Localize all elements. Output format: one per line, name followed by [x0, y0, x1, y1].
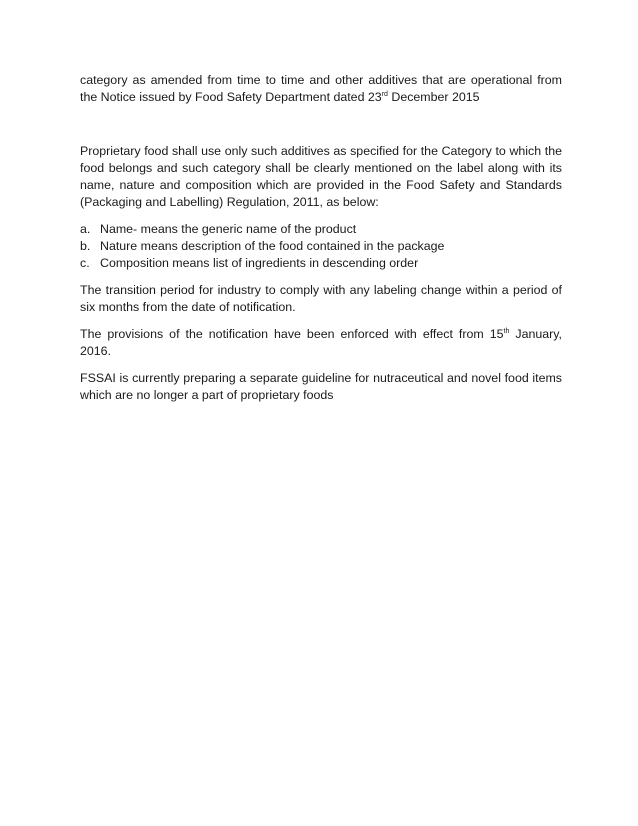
- fssai-paragraph: FSSAI is currently preparing a separate guideline for nutraceutical and novel food items which are no longer a part of proprietary foods: [80, 371, 562, 402]
- list-item-text: Nature means description of the food contained in the package: [100, 239, 445, 253]
- provisions-text: The provisions of the notification have been enforced with effect from 15: [80, 327, 504, 341]
- labeling-list: [80, 221, 562, 272]
- provisions-paragraph: [80, 326, 562, 360]
- list-item-text: Composition means list of ingredients in descending order: [100, 256, 419, 270]
- transition-paragraph: The transition period for industry to comply with any labeling change within a period of six months from the date of notification.: [80, 283, 562, 314]
- list-item: [80, 221, 562, 238]
- provisions-tail: January, 2016.: [80, 327, 562, 358]
- main-paragraph: Proprietary food shall use only such additives as specified for the Category to which the food belongs and such category shall be clearly mentioned on the label along with its name, nature and composition which are provided in the Food Safety and Standards (Packaging and Labelling) Regulation, 2011, as below:: [80, 144, 562, 209]
- list-marker: c.: [80, 256, 90, 270]
- intro-superscript: rd: [381, 91, 388, 98]
- intro-paragraph: [80, 72, 562, 106]
- list-item: [80, 255, 562, 272]
- document-page: [80, 72, 562, 404]
- list-marker: b.: [80, 239, 91, 253]
- provisions-superscript: th: [503, 328, 510, 335]
- intro-tail: December 2015: [387, 90, 480, 104]
- list-item: [80, 238, 562, 255]
- intro-text: category as amended from time to time and other additives that are operational from the Notice issued by Food Safety Department dated 23: [80, 73, 562, 104]
- list-item-text: Name- means the generic name of the product: [100, 222, 357, 236]
- list-marker: a.: [80, 222, 91, 236]
